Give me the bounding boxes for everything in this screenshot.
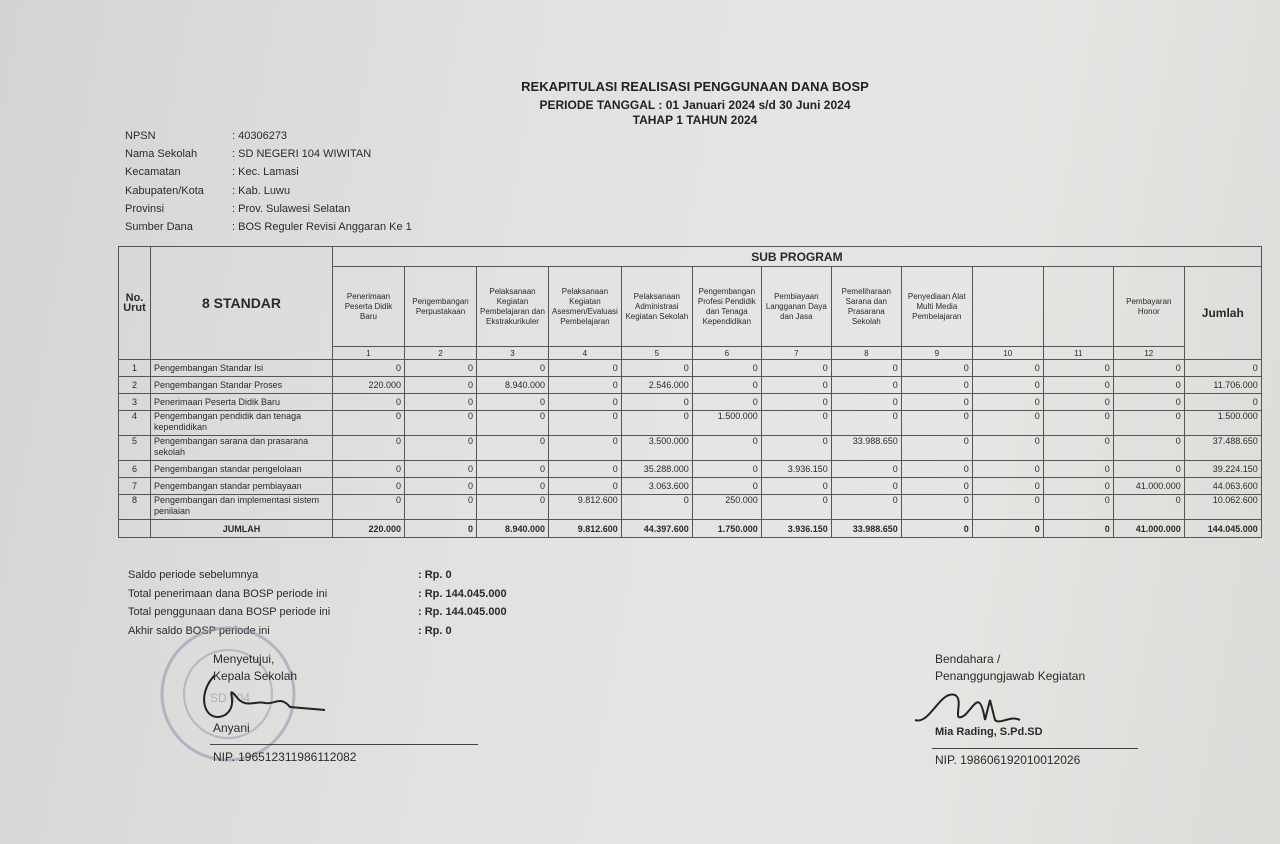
row-value: 0 [761, 436, 831, 461]
document-period: PERIODE TANGGAL : 01 Januari 2024 s/d 30 Juni 2024 [539, 98, 851, 112]
row-value: 0 [549, 360, 622, 377]
column-header: Pengembangan Perpustakaan [405, 267, 477, 347]
row-value: 0 [761, 495, 831, 520]
row-value: 0 [549, 377, 622, 394]
total-row [119, 520, 1262, 538]
row-value: 0 [692, 377, 761, 394]
row-value: 0 [1043, 360, 1113, 377]
row-total: 10.062.600 [1184, 495, 1261, 520]
row-value: 0 [1113, 394, 1184, 411]
treasurer-signature [910, 680, 1030, 730]
row-value: 0 [972, 360, 1043, 377]
row-value: 0 [405, 360, 477, 377]
row-value: 0 [901, 394, 972, 411]
total-value: 8.940.000 [477, 520, 549, 538]
row-value: 0 [831, 411, 901, 436]
row-number: 2 [119, 377, 151, 394]
summary-label: Akhir saldo BOSP periode ini [128, 624, 270, 637]
table-row [119, 360, 1262, 377]
column-header: Pelaksanaan Kegiatan Asesmen/Evaluasi Pembelajaran [549, 267, 622, 347]
info-value: : SD NEGERI 104 WIWITAN [232, 148, 372, 161]
principal-title: Kepala Sekolah [213, 669, 298, 683]
row-value: 0 [405, 478, 477, 495]
total-value: 9.812.600 [549, 520, 622, 538]
row-value: 0 [761, 394, 831, 411]
total-label: JUMLAH [151, 520, 333, 538]
info-label: NPSN [125, 130, 156, 142]
no-header: No. Urut [119, 247, 151, 360]
info-label: Kabupaten/Kota [125, 184, 204, 197]
row-value: 3.500.000 [621, 436, 692, 461]
column-header: Pengembangan Profesi Pendidik dan Tenaga Kependidikan [692, 267, 761, 347]
column-header: Pembayaran Honor [1113, 267, 1184, 347]
row-value: 0 [1113, 461, 1184, 478]
row-total: 0 [1184, 394, 1261, 411]
row-value: 0 [972, 495, 1043, 520]
row-value: 0 [477, 411, 549, 436]
column-header: Pelaksanaan Kegiatan Pembelajaran dan Ekstrakurikuler [477, 267, 549, 347]
summary-value: : Rp. 144.045.000 [418, 587, 507, 600]
row-number: 1 [119, 360, 151, 377]
row-value: 0 [761, 360, 831, 377]
row-value: 0 [477, 394, 549, 411]
svg-text:SD 104: SD 104 [210, 691, 251, 705]
row-value: 8.940.000 [477, 377, 549, 394]
column-header: Penyediaan Alat Multi Media Pembelajaran [901, 267, 972, 347]
row-value: 0 [901, 411, 972, 436]
column-header [972, 267, 1043, 347]
total-value: 3.936.150 [761, 520, 831, 538]
document-stage: TAHAP 1 TAHUN 2024 [632, 113, 758, 127]
approval-label: Menyetujui, [213, 652, 275, 666]
row-value: 0 [1043, 377, 1113, 394]
row-value: 0 [1113, 360, 1184, 377]
row-value: 0 [333, 495, 405, 520]
summary-label: Saldo periode sebelumnya [128, 569, 259, 581]
row-value: 0 [477, 478, 549, 495]
treasurer-nip: NIP. 198606192010012026 [935, 753, 1081, 767]
info-label: Sumber Dana [125, 221, 193, 234]
row-value: 0 [831, 478, 901, 495]
info-value: : Prov. Sulawesi Selatan [232, 202, 351, 215]
column-number: 7 [761, 347, 831, 360]
total-value: 0 [972, 520, 1043, 538]
principal-name: Anyani [213, 721, 250, 735]
row-value: 35.288.000 [621, 461, 692, 478]
row-value: 0 [901, 495, 972, 520]
row-value: 0 [1043, 394, 1113, 411]
document-title: REKAPITULASI REALISASI PENGGUNAAN DANA BOSP [521, 79, 869, 94]
column-header: Penerimaan Peserta Didik Baru [333, 267, 405, 347]
row-value: 0 [333, 394, 405, 411]
row-value: 0 [549, 436, 622, 461]
info-row [125, 145, 412, 163]
row-number: 4 [119, 411, 151, 436]
treasurer-label: Bendahara / [935, 652, 1001, 666]
row-total: 1.500.000 [1184, 411, 1261, 436]
row-value: 33.988.650 [831, 436, 901, 461]
row-value: 0 [333, 411, 405, 436]
row-value: 0 [333, 360, 405, 377]
total-value: 0 [405, 520, 477, 538]
row-value: 0 [1043, 495, 1113, 520]
row-value: 0 [692, 360, 761, 377]
grand-total: 144.045.000 [1184, 520, 1261, 538]
column-header: Pemeliharaan Sarana dan Prasarana Sekolah [831, 267, 901, 347]
summary-value: : Rp. 0 [418, 569, 452, 581]
total-value: 220.000 [333, 520, 405, 538]
row-value: 250.000 [692, 495, 761, 520]
row-value: 0 [549, 411, 622, 436]
row-value: 3.936.150 [761, 461, 831, 478]
table-row [119, 478, 1262, 495]
row-value: 0 [972, 411, 1043, 436]
school-info [125, 127, 412, 236]
row-value: 0 [621, 495, 692, 520]
row-value: 0 [621, 360, 692, 377]
total-value: 44.397.600 [621, 520, 692, 538]
row-value: 3.063.600 [621, 478, 692, 495]
row-total: 39.224.150 [1184, 461, 1261, 478]
jumlah-header: Jumlah [1184, 267, 1261, 360]
column-number: 6 [692, 347, 761, 360]
row-value: 0 [405, 377, 477, 394]
row-standard: Pengembangan standar pengelolaan [151, 461, 333, 478]
column-number: 8 [831, 347, 901, 360]
column-number: 1 [333, 347, 405, 360]
summary-label: Total penggunaan dana BOSP periode ini [128, 606, 331, 618]
info-row [125, 127, 412, 145]
row-value: 0 [972, 377, 1043, 394]
row-value: 0 [1113, 377, 1184, 394]
info-value: : BOS Reguler Revisi Anggaran Ke 1 [232, 221, 412, 234]
table-row [119, 411, 1262, 436]
row-value: 0 [901, 377, 972, 394]
row-total: 37.488.650 [1184, 436, 1261, 461]
row-value: 0 [901, 478, 972, 495]
row-value: 0 [405, 394, 477, 411]
row-total: 0 [1184, 360, 1261, 377]
standar-header: 8 STANDAR [151, 247, 333, 360]
summary-row [128, 566, 507, 585]
row-value: 0 [1043, 478, 1113, 495]
row-standard: Pengembangan Standar Isi [151, 360, 333, 377]
column-number: 5 [621, 347, 692, 360]
row-value: 0 [972, 394, 1043, 411]
row-value: 0 [692, 461, 761, 478]
summary-row [128, 585, 507, 604]
row-value: 0 [549, 461, 622, 478]
row-value: 0 [405, 411, 477, 436]
row-value: 0 [477, 436, 549, 461]
row-value: 0 [477, 461, 549, 478]
row-value: 0 [901, 461, 972, 478]
info-label: Provinsi [125, 202, 165, 215]
row-total: 11.706.000 [1184, 377, 1261, 394]
recap-table [118, 246, 1262, 538]
table-row [119, 394, 1262, 411]
info-value: : Kab. Luwu [232, 184, 291, 197]
row-value: 0 [761, 478, 831, 495]
row-value: 0 [831, 377, 901, 394]
row-number: 3 [119, 394, 151, 411]
row-total: 44.063.600 [1184, 478, 1261, 495]
row-standard: Pengembangan sarana dan prasarana sekolah [151, 436, 333, 461]
row-number: 8 [119, 495, 151, 520]
row-value: 0 [477, 495, 549, 520]
info-value: : 40306273 [232, 130, 288, 142]
row-value: 0 [692, 478, 761, 495]
info-row [125, 200, 412, 218]
row-value: 0 [549, 478, 622, 495]
column-number: 11 [1043, 347, 1113, 360]
row-value: 0 [831, 394, 901, 411]
total-value: 41.000.000 [1113, 520, 1184, 538]
row-value: 0 [1043, 461, 1113, 478]
row-value: 0 [972, 436, 1043, 461]
row-number: 7 [119, 478, 151, 495]
table-row [119, 377, 1262, 394]
column-header: Pelaksanaan Administrasi Kegiatan Sekolah [621, 267, 692, 347]
column-header: Pembiayaan Langganan Daya dan Jasa [761, 267, 831, 347]
row-value: 0 [1113, 495, 1184, 520]
column-number: 9 [901, 347, 972, 360]
total-value: 0 [901, 520, 972, 538]
row-value: 1.500.000 [692, 411, 761, 436]
row-value: 0 [901, 360, 972, 377]
row-value: 0 [692, 436, 761, 461]
row-value: 0 [1113, 411, 1184, 436]
row-value: 0 [761, 377, 831, 394]
row-value: 0 [901, 436, 972, 461]
row-standard: Penerimaan Peserta Didik Baru [151, 394, 333, 411]
column-number: 12 [1113, 347, 1184, 360]
row-value: 0 [761, 411, 831, 436]
row-value: 0 [831, 495, 901, 520]
row-number: 5 [119, 436, 151, 461]
row-value: 220.000 [333, 377, 405, 394]
info-label: Nama Sekolah [125, 148, 198, 161]
row-value: 0 [549, 394, 622, 411]
column-number: 2 [405, 347, 477, 360]
row-value: 0 [621, 394, 692, 411]
row-value: 0 [333, 461, 405, 478]
sub-program-header: SUB PROGRAM [333, 247, 1262, 267]
info-row [125, 218, 412, 236]
treasurer-title: Penanggungjawab Kegiatan [935, 669, 1086, 683]
row-value: 9.812.600 [549, 495, 622, 520]
column-number: 3 [477, 347, 549, 360]
summary-value: : Rp. 0 [418, 624, 452, 637]
total-value: 33.988.650 [831, 520, 901, 538]
row-value: 0 [1113, 436, 1184, 461]
treasurer-name: Mia Rading, S.Pd.SD [935, 726, 1043, 738]
info-label: Kecamatan [125, 166, 181, 179]
row-standard: Pengembangan dan implementasi sistem penilaian [151, 495, 333, 520]
table-row [119, 436, 1262, 461]
row-value: 0 [477, 360, 549, 377]
row-value: 0 [405, 436, 477, 461]
row-value: 0 [621, 411, 692, 436]
table-row [119, 461, 1262, 478]
table-row [119, 495, 1262, 520]
summary-row [128, 603, 507, 622]
summary-value: : Rp. 144.045.000 [418, 606, 507, 618]
row-value: 0 [405, 461, 477, 478]
total-value: 1.750.000 [692, 520, 761, 538]
info-row [125, 163, 412, 181]
row-value: 2.546.000 [621, 377, 692, 394]
row-standard: Pengembangan pendidik dan tenaga kependidikan [151, 411, 333, 436]
row-value: 0 [1043, 411, 1113, 436]
principal-nip: NIP. 196512311986112082 [213, 750, 357, 764]
row-value: 0 [831, 360, 901, 377]
row-standard: Pengembangan Standar Proses [151, 377, 333, 394]
row-value: 41.000.000 [1113, 478, 1184, 495]
row-value: 0 [405, 495, 477, 520]
row-value: 0 [333, 436, 405, 461]
total-value: 0 [1043, 520, 1113, 538]
column-number: 10 [972, 347, 1043, 360]
info-row [125, 182, 412, 200]
row-value: 0 [831, 461, 901, 478]
row-value: 0 [972, 461, 1043, 478]
row-standard: Pengembangan standar pembiayaan [151, 478, 333, 495]
row-value: 0 [972, 478, 1043, 495]
row-value: 0 [1043, 436, 1113, 461]
row-value: 0 [692, 394, 761, 411]
row-value: 0 [333, 478, 405, 495]
column-header [1043, 267, 1113, 347]
info-value: : Kec. Lamasi [232, 166, 299, 179]
summary-label: Total penerimaan dana BOSP periode ini [128, 587, 328, 600]
row-number: 6 [119, 461, 151, 478]
column-number: 4 [549, 347, 622, 360]
